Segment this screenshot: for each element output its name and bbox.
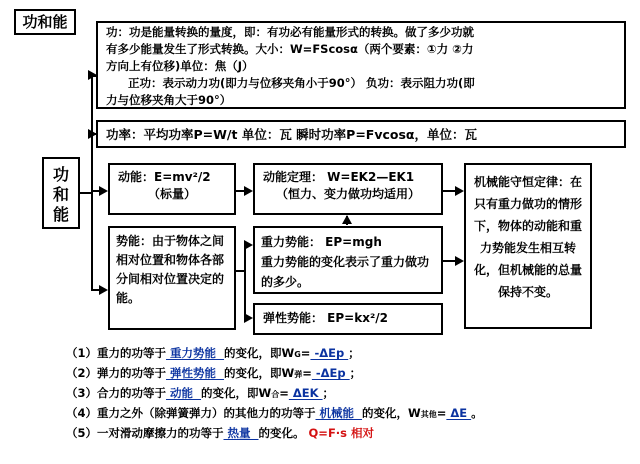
kinetic-theorem-box	[253, 163, 443, 215]
summary-blank: 热量	[223, 426, 259, 440]
arrow-right-icon	[99, 285, 108, 295]
arrow-right-icon	[99, 186, 108, 196]
summary-number: （4）	[66, 406, 98, 420]
summary-middle: 的变化，W	[362, 406, 421, 420]
summary-prefix: 重力之外（除弹簧弹力）的其他力的功等于	[97, 406, 316, 420]
connector	[244, 244, 246, 318]
summary-item	[66, 385, 636, 403]
summary-number: （2）	[66, 366, 98, 380]
conservation-law-box: 机械能守恒定律：在只有重力做功的情形下，物体的动能和重力势能发生相互转化，但机械能的总量保持不变。	[464, 163, 592, 329]
arrow-right-icon	[455, 256, 464, 266]
summary-item	[66, 405, 636, 423]
elastic-pe-box: 弹性势能： EP=kx²/2	[253, 303, 443, 335]
summary-item	[66, 345, 636, 363]
summary-middle: 的变化，即W	[224, 366, 295, 380]
power-box: 功率：平均功率P=W/t 单位：瓦 瞬时功率P=Fvcosα，单位：瓦	[96, 120, 626, 148]
arrow-right-icon	[244, 186, 253, 196]
summary-middle: 的变化。	[258, 426, 305, 440]
summary-equals: =	[436, 406, 447, 420]
summary-blank: 动能	[166, 386, 202, 400]
kinetic-energy-note: （标量）	[147, 187, 196, 201]
kinetic-energy-box	[108, 163, 236, 215]
summary-equals: =	[279, 386, 289, 400]
summary-prefix: 重力的功等于	[97, 346, 167, 360]
arrow-right-icon	[244, 313, 253, 323]
summary-subscript: 其他	[420, 410, 437, 419]
root-node: 功 和 能	[42, 157, 80, 229]
summary-formula: Q=F·s 相对	[304, 426, 375, 440]
gravitational-pe-formula: 重力势能： EP=mgh	[261, 235, 382, 249]
arrow-up-icon	[342, 215, 352, 224]
summary-prefix: 合力的功等于	[97, 386, 167, 400]
summary-subscript: 合	[271, 390, 280, 399]
gravitational-pe-box	[253, 226, 443, 294]
work-line-3: 方向上有位移)单位：焦（J）	[106, 59, 254, 73]
summary-item	[66, 425, 636, 441]
summary-number: （3）	[66, 386, 98, 400]
summary-blank: 机械能	[315, 406, 363, 420]
summary-item	[66, 365, 636, 383]
work-line-4: 正功：表示动力功(即力与位移夹角小于90°） 负功：表示阻力功(即	[128, 76, 475, 90]
summary-number: （1）	[66, 346, 98, 360]
arrow-right-icon	[455, 186, 464, 196]
summary-end: ；	[322, 386, 335, 400]
summary-end: ；	[349, 366, 362, 380]
potential-energy-box: 势能：由于物体之间相对位置和物体各部分间相对位置决定的能。	[108, 226, 236, 330]
work-line-2: 有多少能量发生了形式转换。大小：W=FScosα（两个要素：①力 ②力	[106, 42, 474, 56]
summary-subscript: 弹	[294, 370, 303, 379]
summary-blank: 弹性势能	[166, 366, 225, 380]
kinetic-theorem-formula: 动能定理： W=EK2—EK1	[263, 170, 415, 184]
kinetic-energy-formula: 动能：E=mv²/2	[118, 170, 211, 184]
summary-answer: -ΔEp	[311, 366, 350, 380]
summary-blank: 重力势能	[166, 346, 225, 360]
arrow-right-icon	[244, 240, 253, 250]
summary-middle: 的变化，即W	[201, 386, 272, 400]
summary-answer: -ΔEp	[310, 346, 349, 360]
kinetic-theorem-note: （恒力、变力做功均适用）	[275, 187, 420, 201]
page-title: 功和能	[14, 9, 76, 35]
summary-equals: =	[300, 346, 311, 360]
summary-end: 。	[471, 406, 483, 420]
summary-number: （5）	[66, 426, 98, 440]
summary-prefix: 弹力的功等于	[97, 366, 167, 380]
gravitational-pe-note: 重力势能的变化表示了重力做功的多少。	[261, 255, 430, 289]
work-definition-box	[96, 21, 626, 109]
summary-equals: =	[302, 366, 312, 380]
summary-end: ；	[348, 346, 360, 360]
work-line-1: 功：功是能量转换的量度，即：有功必有能量形式的转换。做了多少功就	[106, 25, 474, 39]
summary-answer: ΔEK	[288, 386, 323, 400]
summary-subscript: G	[294, 350, 301, 359]
summary-answer: ΔE	[446, 406, 472, 420]
work-line-5: 力与位移夹角大于90°）	[106, 93, 232, 107]
connector	[91, 75, 93, 291]
summary-prefix: 一对滑动摩擦力的功等于	[97, 426, 224, 440]
summary-middle: 的变化，即W	[224, 346, 295, 360]
